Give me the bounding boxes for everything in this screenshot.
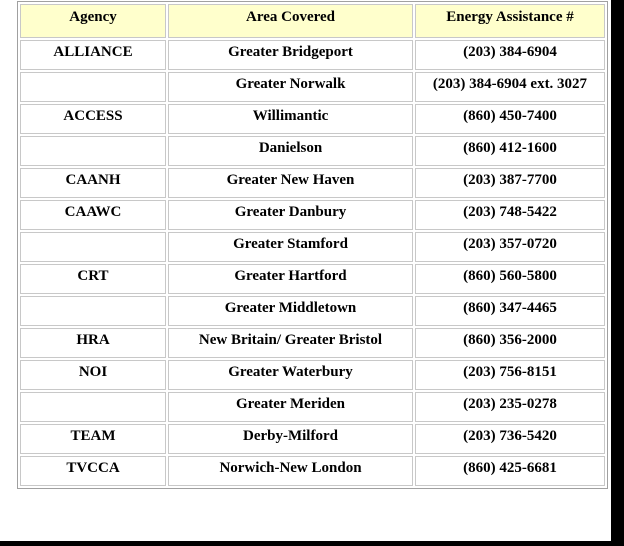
- header-energy-assistance: Energy Assistance #: [415, 4, 605, 38]
- agency-cell: HRA: [20, 328, 166, 358]
- phone-cell: (860) 450-7400: [415, 104, 605, 134]
- agency-cell: [20, 392, 166, 422]
- area-cell: Greater Middletown: [168, 296, 413, 326]
- table-row: [20, 424, 605, 454]
- agency-cell: CAANH: [20, 168, 166, 198]
- agency-cell: [20, 136, 166, 166]
- table-row: [20, 360, 605, 390]
- table-row: [20, 456, 605, 486]
- phone-cell: (203) 357-0720: [415, 232, 605, 262]
- table-row: [20, 72, 605, 102]
- table-row: [20, 136, 605, 166]
- phone-cell: (860) 560-5800: [415, 264, 605, 294]
- agency-cell: [20, 72, 166, 102]
- table-row: [20, 296, 605, 326]
- area-cell: Greater Waterbury: [168, 360, 413, 390]
- phone-cell: (203) 235-0278: [415, 392, 605, 422]
- table-row: [20, 328, 605, 358]
- agency-cell: CAAWC: [20, 200, 166, 230]
- phone-cell: (860) 425-6681: [415, 456, 605, 486]
- energy-assistance-table: [17, 1, 608, 489]
- header-area-covered: Area Covered: [168, 4, 413, 38]
- table-row: [20, 40, 605, 70]
- agency-cell: TEAM: [20, 424, 166, 454]
- area-cell: Norwich-New London: [168, 456, 413, 486]
- area-cell: Derby-Milford: [168, 424, 413, 454]
- area-cell: New Britain/ Greater Bristol: [168, 328, 413, 358]
- area-cell: Greater Bridgeport: [168, 40, 413, 70]
- agency-cell: ACCESS: [20, 104, 166, 134]
- area-cell: Greater Stamford: [168, 232, 413, 262]
- phone-cell: (203) 384-6904: [415, 40, 605, 70]
- phone-cell: (203) 384-6904 ext. 3027: [415, 72, 605, 102]
- table-row: [20, 232, 605, 262]
- agency-cell: [20, 296, 166, 326]
- table-row: [20, 264, 605, 294]
- phone-cell: (203) 736-5420: [415, 424, 605, 454]
- area-cell: Danielson: [168, 136, 413, 166]
- table-row: [20, 168, 605, 198]
- phone-cell: (860) 412-1600: [415, 136, 605, 166]
- table-row: [20, 200, 605, 230]
- table-row: [20, 104, 605, 134]
- area-cell: Greater New Haven: [168, 168, 413, 198]
- phone-cell: (203) 748-5422: [415, 200, 605, 230]
- agency-cell: CRT: [20, 264, 166, 294]
- agency-cell: ALLIANCE: [20, 40, 166, 70]
- area-cell: Greater Hartford: [168, 264, 413, 294]
- agency-cell: NOI: [20, 360, 166, 390]
- phone-cell: (860) 347-4465: [415, 296, 605, 326]
- area-cell: Greater Meriden: [168, 392, 413, 422]
- agency-cell: [20, 232, 166, 262]
- area-cell: Willimantic: [168, 104, 413, 134]
- table-header-row: [20, 4, 605, 38]
- table-row: [20, 392, 605, 422]
- phone-cell: (203) 756-8151: [415, 360, 605, 390]
- phone-cell: (203) 387-7700: [415, 168, 605, 198]
- area-cell: Greater Norwalk: [168, 72, 413, 102]
- phone-cell: (860) 356-2000: [415, 328, 605, 358]
- agency-cell: TVCCA: [20, 456, 166, 486]
- header-agency: Agency: [20, 4, 166, 38]
- area-cell: Greater Danbury: [168, 200, 413, 230]
